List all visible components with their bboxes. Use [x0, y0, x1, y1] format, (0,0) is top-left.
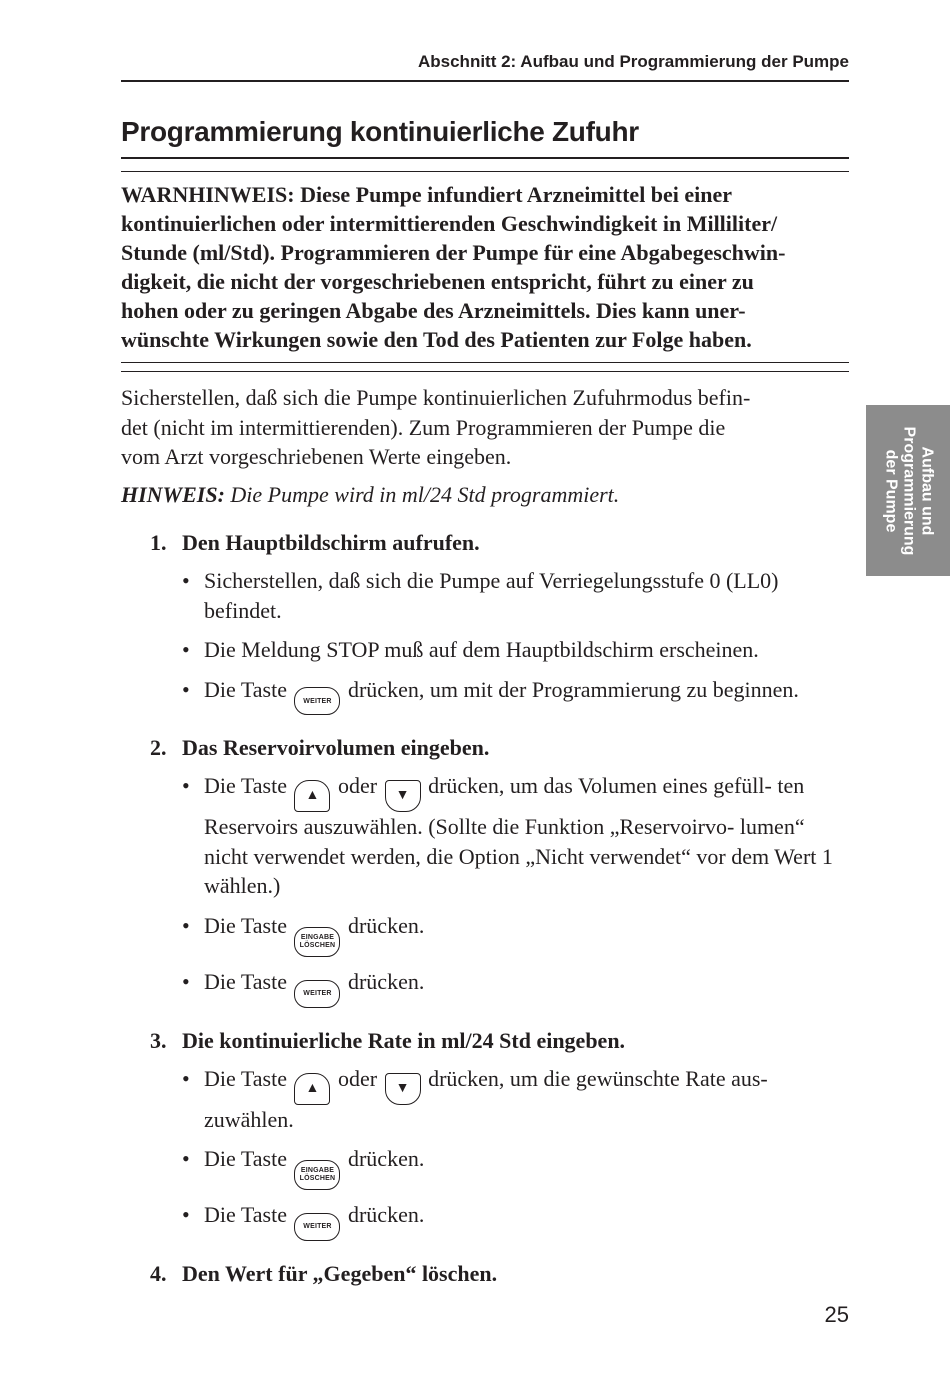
title-rule [121, 157, 849, 159]
list-item [150, 1200, 850, 1241]
intro-line: det (nicht im intermittierenden). Zum Programmieren der Pumpe die [121, 414, 726, 440]
down-arrow-key-icon: ▼ [385, 1073, 421, 1105]
warning-text [121, 180, 849, 354]
key-label: LÖSCHEN [299, 941, 336, 949]
bullet-text: Die Taste [204, 1065, 287, 1091]
step-title: Das Reservoirvolumen eingeben. [182, 735, 490, 761]
section-side-tab [866, 405, 950, 576]
bullet-text: Die Taste [204, 1202, 287, 1227]
intro-line: Sicherstellen, daß sich die Pumpe kontinuierlichen Zufuhrmodus befin- [121, 385, 751, 410]
eingabe-loeschen-key-icon [294, 1160, 340, 1190]
intro-paragraph [121, 383, 839, 472]
step-title: Die kontinuierliche Rate in ml/24 Std eingeben. [182, 1027, 626, 1053]
bullet-text: zuwählen. [204, 1106, 294, 1132]
intro-line: vom Arzt vorgeschriebenen Werte eingeben. [121, 444, 512, 469]
list-item: • Die Meldung STOP muß auf dem Hauptbildschirm erscheinen. [150, 635, 850, 665]
bullet-text: Die Taste [204, 912, 287, 938]
header-rule [121, 80, 849, 82]
bullet-text: oder [337, 773, 378, 799]
bullet-text: Die Taste [204, 968, 287, 994]
steps-list [150, 528, 850, 1289]
warning-bottom-rule [121, 371, 849, 372]
step-bullets [150, 566, 850, 715]
step-number: 2. [150, 735, 167, 761]
warning-line: WARNHINWEIS: Diese Pumpe infundiert Arzneimittel bei einer [121, 182, 733, 207]
note [121, 482, 839, 508]
weiter-key-icon: WEITER [294, 687, 340, 715]
step-4 [150, 1259, 850, 1289]
bullet-text: Die Taste [204, 773, 287, 799]
up-arrow-key-icon: ▲ [294, 780, 330, 812]
list-item [150, 675, 850, 716]
warning-line: Stunde (ml/Std). Programmieren der Pumpe für eine Abgabegeschwin- [121, 240, 786, 265]
bullet-text: drücken. [347, 1202, 425, 1227]
warning-line: digkeit, die nicht der vorgeschriebenen entspricht, führt zu einer zu [121, 269, 754, 294]
warning-box [121, 171, 849, 363]
bullet-text: drücken. [347, 1146, 425, 1171]
weiter-key-icon: WEITER [294, 980, 340, 1008]
list-item [150, 1144, 850, 1190]
note-label: HINWEIS: [121, 482, 225, 507]
list-item [150, 1064, 850, 1135]
running-header: Abschnitt 2: Aufbau und Programmierung der Pumpe [417, 52, 849, 71]
bullet-text: Die Taste [204, 1146, 287, 1171]
page-number: 25 [824, 1302, 849, 1327]
step-bullets [150, 771, 850, 1007]
weiter-key-icon: WEITER [294, 1213, 340, 1241]
bullet-text: drücken. [347, 912, 425, 938]
step-title: Den Hauptbildschirm aufrufen. [182, 530, 480, 555]
list-item [150, 771, 850, 901]
warning-line: hohen oder zu geringen Abgabe des Arzneimittels. Dies kann uner- [121, 298, 746, 323]
key-label: LÖSCHEN [299, 1175, 336, 1182]
step-1 [150, 528, 850, 715]
key-label: EINGABE [300, 1167, 335, 1174]
eingabe-loeschen-key-icon [294, 927, 340, 957]
list-item [150, 911, 850, 957]
list-item [150, 967, 850, 1008]
bullet-text: Die Taste [204, 676, 287, 702]
step-number: 3. [150, 1027, 167, 1053]
note-text: Die Pumpe wird in ml/24 Std programmiert. [224, 482, 620, 507]
warning-line: kontinuierlichen oder intermittierenden Geschwindigkeit in Milliliter/ [121, 211, 778, 236]
step-2 [150, 733, 850, 1007]
side-tab-line: der Pumpe [882, 449, 900, 532]
step-number: 4. [150, 1260, 167, 1286]
step-3 [150, 1026, 850, 1241]
side-tab-label [881, 426, 935, 555]
bullet-text: drücken, um die gewünschte Rate aus- [428, 1065, 768, 1091]
down-arrow-key-icon: ▼ [385, 780, 421, 812]
up-arrow-key-icon: ▲ [294, 1073, 330, 1105]
side-tab-line: Aufbau und [918, 446, 936, 535]
bullet-text: drücken, um das Volumen eines gefüll- [428, 773, 772, 799]
bullet-text: drücken, um mit der Programmierung zu beginnen. [347, 676, 799, 702]
list-item: • Sicherstellen, daß sich die Pumpe auf Verriegelungsstufe 0 (LL0) befindet. [150, 566, 850, 625]
bullet-text: ten Reservoirs auszuwählen. (Sollte die Funktion „Reservoirvo- lumen“ nicht verwendet werden, die Option „Nicht verwendet“ vor dem Wert 1 wählen.) [204, 773, 833, 899]
key-label: EINGABE [300, 933, 335, 941]
bullet-text: drücken. [347, 968, 425, 994]
step-number: 1. [150, 530, 167, 555]
side-tab-line: Programmierung [900, 426, 918, 555]
step-bullets [150, 1064, 850, 1241]
page-title: Programmierung kontinuierliche Zufuhr [121, 116, 639, 147]
step-title: Den Wert für „Gegeben“ löschen. [182, 1260, 498, 1286]
warning-line: wünschte Wirkungen sowie den Tod des Patienten zur Folge haben. [121, 327, 752, 352]
bullet-text: oder [337, 1065, 378, 1091]
